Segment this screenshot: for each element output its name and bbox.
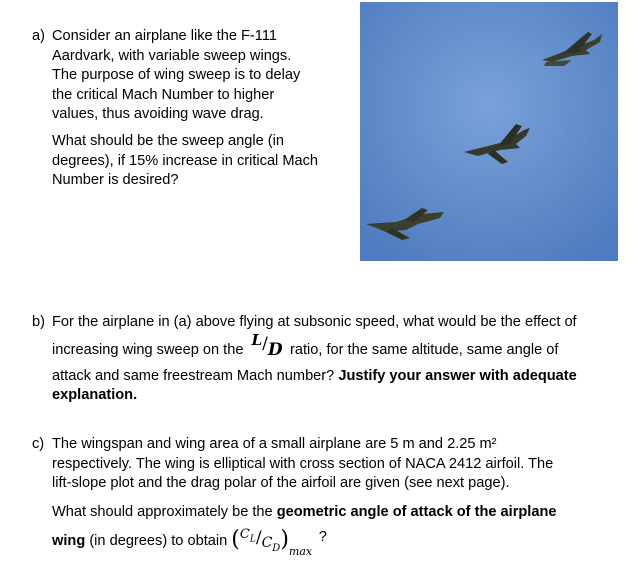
part-c-line-3: lift-slope plot and the drag polar of the airfoil are given (see next page). — [52, 475, 510, 491]
part-a-intro — [52, 27, 352, 125]
part-b-line-2-pre: increasing wing sweep on the — [52, 341, 244, 358]
cl-symbol — [239, 527, 256, 545]
part-c-label: c) — [32, 436, 45, 452]
part-a-intro-line: The purpose of wing sweep is to delay — [52, 67, 301, 83]
max-subscript: max — [288, 544, 313, 558]
part-c-line-4-bold: geometric angle of attack of the airplane — [276, 503, 557, 520]
part-b-line-3 — [52, 367, 637, 387]
part-b-line-2 — [52, 330, 637, 360]
jet-aircraft-formation-icon — [360, 2, 618, 261]
ld-numerator: L — [251, 330, 263, 349]
part-c-line-4 — [52, 503, 637, 523]
cd-symbol — [261, 535, 281, 554]
jet-photo — [360, 2, 618, 261]
cl-subscript: L — [249, 534, 256, 545]
part-c-line-2: respectively. The wing is elliptical with cross section of NACA 2412 airfoil. The — [52, 455, 554, 472]
part-c-line-5-bold: wing — [52, 533, 86, 549]
part-c-line-1: The wingspan and wing area of a small airplane are 5 m and 2.25 m² — [52, 436, 497, 452]
cd-subscript: D — [272, 542, 281, 554]
part-b-line-1: For the airplane in (a) above flying at subsonic speed, what would be the effect of — [52, 314, 577, 330]
paren-open: ( — [231, 527, 240, 552]
part-b-line-2-post: ratio, for the same altitude, same angle of — [289, 341, 559, 358]
ld-denominator: D — [267, 339, 283, 360]
part-b-line-3-bold: Justify your answer with adequate — [338, 367, 577, 384]
cl-letter: C — [239, 527, 250, 542]
cl-cd-max-expression — [231, 527, 316, 558]
part-a-intro-line: values, thus avoiding wave drag. — [52, 106, 264, 122]
part-a-intro-line: the critical Mach Number to higher — [52, 86, 275, 103]
part-c-line-5-mid: (in degrees) to obtain — [89, 533, 228, 549]
part-a-label: a) — [32, 28, 45, 44]
part-c-text — [52, 435, 637, 558]
part-a-question — [52, 132, 352, 191]
cl-cd-slash: / — [255, 528, 262, 548]
part-a-question-line: Number is desired? — [52, 172, 179, 188]
cd-letter: C — [261, 535, 273, 551]
part-c-line-4-pre: What should approximately be the — [52, 503, 273, 520]
part-a-question-line: What should be the sweep angle (in — [52, 133, 285, 149]
ld-ratio — [248, 330, 288, 360]
part-c-question-mark: ? — [318, 529, 327, 545]
part-b-line-3-plain: attack and same freestream Mach number? — [52, 367, 335, 384]
part-b-text — [52, 313, 637, 406]
ld-slash: / — [262, 333, 268, 354]
part-b-label: b) — [32, 314, 45, 330]
paren-close: ) — [280, 527, 289, 552]
part-c-line-5 — [52, 524, 637, 558]
part-a-intro-line: Consider an airplane like the F-111 — [52, 28, 277, 44]
part-b-line-4: explanation. — [52, 387, 138, 403]
part-a-intro-line: Aardvark, with variable sweep wings. — [52, 47, 292, 64]
part-a-question-line: degrees), if 15% increase in critical Mach — [52, 152, 319, 169]
